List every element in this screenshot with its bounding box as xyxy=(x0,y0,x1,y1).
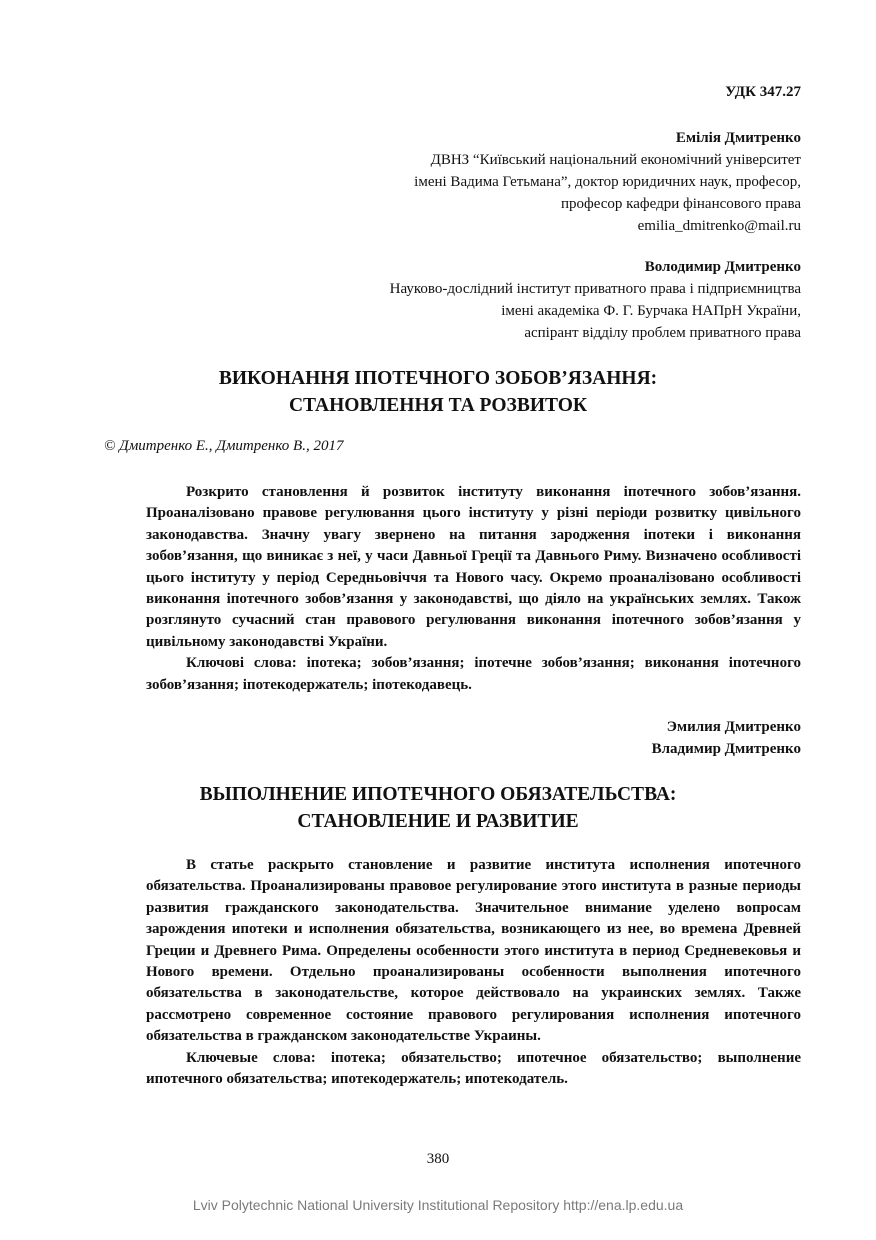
author2-position: аспірант xyxy=(524,325,583,341)
repository-footer: Lviv Polytechnic National University Institutional Repository http://ena.lp.edu.ua xyxy=(192,1197,684,1213)
author1-affiliation-line: ДВНЗ “Київський національний економічний університет xyxy=(430,152,801,168)
author-ru-name: Эмилия Дмитренко xyxy=(666,719,801,735)
copyright-line: © Дмитренко Е., Дмитренко В., 2017 xyxy=(104,438,344,454)
author2-block xyxy=(390,256,801,344)
keywords-ru-label: Ключевые слова: xyxy=(186,1049,316,1066)
keywords-ua xyxy=(146,653,801,696)
keywords-ru-text: іпотека; обязательство; ипотечное обязательство; выполнение ипотечного обязательства; ипотекодержатель; ипотекодатель. xyxy=(146,1049,801,1088)
keywords-ru xyxy=(146,1048,801,1091)
udk-code: УДК 347.27 xyxy=(725,84,801,100)
keywords-ua-text: іпотека; зобов’язання; іпотечне зобов’язання; виконання іпотечного зобов’язання; іпотекодержатель; іпотекодавець. xyxy=(146,655,802,693)
abstract-ua xyxy=(146,482,801,696)
abstract-ru xyxy=(146,855,801,1090)
author2-department: відділу проблем приватного права xyxy=(582,325,801,341)
title-ru-line: ВЫПОЛНЕНИЕ ИПОТЕЧНОГО ОБЯЗАТЕЛЬСТВА: xyxy=(199,784,677,805)
authors-ru-block xyxy=(652,716,801,760)
abstract-ru-text: В статье раскрыто становление и развитие института исполнения ипотечного обязательства. Проанализированы правовое регулирование этого института в разные периоды развития гражданского законодательства. Значительное внимание уделено вопросам зарождения ипотеки и исполнения обязательства, возникающего из нее, во времена Древней Греции и Древнего Рима. Определены особенности этого института в период Средневековья и Нового времени. Отдельно проанализированы особенности выполнения ипотечного обязательства в законодательстве, которое действовало на украинских землях. Также рассмотрено современное состояние правового регулирования исполнения ипотечного обязательства в гражданском законодательстве Украины. xyxy=(146,857,801,1045)
author2-affiliation-line xyxy=(390,322,801,344)
author1-affiliation-line: професор кафедри фінансового права xyxy=(561,196,801,212)
title-ru-line: СТАНОВЛЕНИЕ И РАЗВИТИЕ xyxy=(297,811,579,832)
keywords-ua-label: Ключові слова: xyxy=(186,655,297,672)
author2-institute-prefix: Науково-дослідний інститут xyxy=(389,281,575,297)
author1-name: Емілія Дмитренко xyxy=(675,130,801,146)
author2-institute-name: приватного права і підприємництва xyxy=(574,281,801,297)
page-number: 380 xyxy=(426,1151,450,1167)
author1-email: emilia_dmitrenko@mail.ru xyxy=(637,218,801,234)
author1-block xyxy=(414,127,801,237)
author-ru-name: Владимир Дмитренко xyxy=(651,741,801,757)
title-ua-line: СТАНОВЛЕННЯ ТА РОЗВИТОК xyxy=(288,395,588,416)
author2-name: Володимир Дмитренко xyxy=(644,259,801,275)
abstract-ua-text: Розкрито становлення й розвиток інституту виконання іпотечного зобов’язання. Проаналізовано правове регулювання цього інституту у різні періоди розвитку цивільного законодавства. Значну увагу звернено на питання зародження іпотеки і виконання зобов’язання, що виникає з неї, у часи Давньої Греції та Давнього Риму. Визначено особливості цього інституту у період Середньовіччя та Нового часу. Окремо проаналізовано особливості виконання іпотечного зобов’язання у законодавстві, що діяло на українських землях. Також розглянуто сучасний стан правового регулювання виконання іпотечного зобов’язання у цивільному законодавстві України. xyxy=(146,484,801,650)
author2-affiliation-line xyxy=(390,278,801,300)
article-title-ua xyxy=(0,365,876,419)
author2-affiliation-line: імені академіка Ф. Г. Бурчака НАПрН України, xyxy=(501,303,801,319)
article-title-ru xyxy=(0,781,876,835)
title-ua-line: ВИКОНАННЯ ІПОТЕЧНОГО ЗОБОВ’ЯЗАННЯ: xyxy=(218,368,658,389)
author1-affiliation-line: імені Вадима Гетьмана”, доктор юридичних наук, професор, xyxy=(414,174,801,190)
